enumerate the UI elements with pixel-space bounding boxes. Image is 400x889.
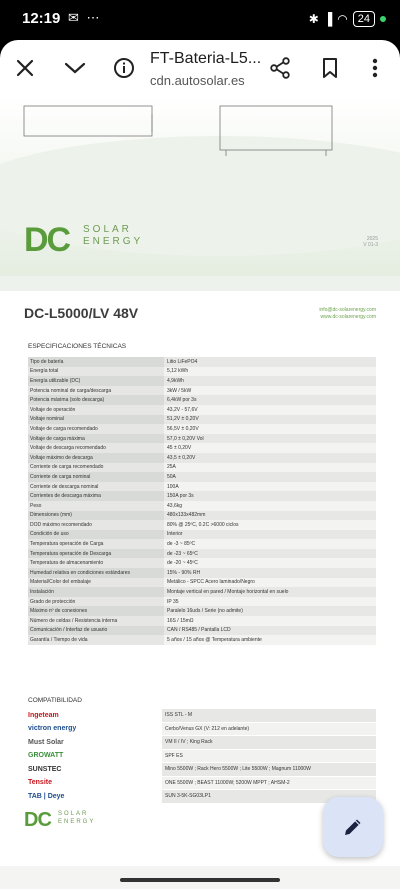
page-url: cdn.autosolar.es	[150, 73, 245, 88]
footer-logo: DC	[24, 809, 51, 831]
status-time: 12:19	[22, 10, 61, 27]
page-info-button[interactable]	[109, 53, 139, 83]
battery-indicator: 24	[353, 11, 375, 27]
page-title: FT-Bateria-L5...	[150, 50, 262, 67]
spec-row	[28, 558, 376, 568]
compat-brand: TAB | Deye	[28, 792, 65, 800]
spec-value: 43,5 ± 0,20V	[164, 453, 376, 463]
spec-value: Interior	[164, 530, 376, 540]
spec-key: Garantía / Tiempo de vida	[28, 635, 164, 645]
spec-key: Material/Color del embalaje	[28, 578, 164, 588]
spec-row	[28, 434, 376, 444]
compat-models: VM II / IV ; King Rack	[162, 736, 376, 749]
spec-value: 56,5V ± 0,20V	[164, 424, 376, 434]
share-icon	[269, 57, 291, 79]
status-right-group	[309, 11, 386, 27]
compat-brand: Must Solar	[28, 738, 64, 746]
spec-key: Temperatura operación de Descarga	[28, 549, 164, 559]
compat-brand: GROWATT	[28, 752, 64, 760]
spec-row	[28, 415, 376, 425]
spec-row	[28, 463, 376, 473]
spec-heading: ESPECIFICACIONES TÉCNICAS	[28, 343, 127, 350]
wifi-icon: ◠	[337, 12, 348, 26]
spec-row	[28, 530, 376, 540]
spec-value: 25A	[164, 463, 376, 473]
spec-value: 3kW / 5kW	[164, 386, 376, 396]
spec-value: 150A por 3s	[164, 491, 376, 501]
compat-models: Mino 5500W ; Rack Hero 5500W ; Lite 5500W ; Magnum 11000W	[162, 763, 376, 776]
contact-links	[319, 307, 376, 321]
spec-row	[28, 568, 376, 578]
spec-value: 16S / 15mΩ	[164, 616, 376, 626]
spec-key: Potencia nominal de carga/descarga	[28, 386, 164, 396]
compat-heading: COMPATIBILIDAD	[28, 697, 82, 704]
spec-row	[28, 606, 376, 616]
spec-row	[28, 549, 376, 559]
spec-key: Humedad relativa en condiciones estándares	[28, 568, 164, 578]
spec-table	[28, 357, 376, 645]
spec-value: 57,0 ± 0,20V Vol	[164, 434, 376, 444]
spec-key: Grado de protección	[28, 597, 164, 607]
compat-models: SPF ES	[162, 750, 376, 763]
spec-row	[28, 578, 376, 588]
spec-row	[28, 501, 376, 511]
footer-subtitle-line1: SOLAR	[58, 811, 89, 817]
compat-brand: Ingeteam	[28, 711, 59, 719]
spec-key: Corriente de descarga nominal	[28, 482, 164, 492]
info-icon	[113, 57, 135, 79]
spec-key: Corrientes de descarga máxima	[28, 491, 164, 501]
spec-value: 6,4kW por 3s	[164, 395, 376, 405]
spec-row	[28, 635, 376, 645]
spec-value: 80% @ 25ºC, 0.2C >6000 ciclos	[164, 520, 376, 530]
spec-row	[28, 597, 376, 607]
compat-models: SUN 3-5K-SG03LP1	[162, 790, 376, 803]
document-viewport[interactable]	[0, 96, 400, 866]
spec-row	[28, 424, 376, 434]
spec-row	[28, 453, 376, 463]
spec-key: Temperatura operación de Carga	[28, 539, 164, 549]
spec-value: de -3 ~ 85ºC	[164, 539, 376, 549]
spec-row	[28, 482, 376, 492]
spec-value: 43,6kg	[164, 501, 376, 511]
spec-key: Voltaje de carga máxima	[28, 434, 164, 444]
spec-value: 5 años / 15 años @ Temperatura ambiente	[164, 635, 376, 645]
website-link[interactable]: www.dc-solarenergy.com	[320, 314, 376, 320]
spec-row	[28, 376, 376, 386]
doc-version	[363, 236, 378, 248]
spec-row	[28, 616, 376, 626]
compat-row	[28, 777, 376, 791]
spec-value: IP 35	[164, 597, 376, 607]
share-button[interactable]	[265, 53, 295, 83]
brand-logo: DC	[24, 221, 70, 259]
spec-key: DOD máximo recomendado	[28, 520, 164, 530]
spec-key: Condición de uso	[28, 530, 164, 540]
close-icon	[15, 58, 35, 78]
doc-revision: V 01-3	[363, 242, 378, 248]
spec-key: Comunicación / Interfaz de usuario	[28, 626, 164, 636]
spec-value: CAN / RS485 / Pantalla LCD	[164, 626, 376, 636]
spec-row	[28, 587, 376, 597]
spec-value: 45 ± 0,20V	[164, 443, 376, 453]
spec-key: Voltaje de carga recomendado	[28, 424, 164, 434]
page-separator	[0, 276, 400, 291]
spec-sheet	[0, 291, 400, 866]
more-vert-icon	[372, 57, 378, 79]
brand-subtitle	[83, 224, 143, 248]
compat-row	[28, 790, 376, 804]
spec-key: Peso	[28, 501, 164, 511]
compat-models: ONE 5500W ; BEAST 11000W; 5200W MPPT ; AHSM-2	[162, 777, 376, 790]
bookmark-icon	[321, 57, 339, 79]
signal-icon: ▐	[323, 12, 333, 26]
spec-key: Corriente de carga recomendado	[28, 463, 164, 473]
spec-key: Energía total	[28, 367, 164, 377]
notification-icons: ✉ ⋯	[68, 10, 102, 25]
footer-subtitle	[58, 810, 95, 826]
spec-row	[28, 357, 376, 367]
compat-models: Cerbo/Venus GX (V: 212 en adelante)	[162, 723, 376, 736]
bookmark-button[interactable]	[315, 53, 345, 83]
spec-value: 51,2V ± 0,20V	[164, 415, 376, 425]
spec-key: Dimensiones (mm)	[28, 511, 164, 521]
email-link[interactable]: info@dc-solarenergy.com	[319, 307, 376, 313]
spec-key: Corriente de carga nominal	[28, 472, 164, 482]
spec-row	[28, 520, 376, 530]
spec-row	[28, 511, 376, 521]
spec-value: de -23 ~ 65ºC	[164, 549, 376, 559]
pencil-icon	[342, 816, 364, 838]
spec-key: Potencia máxima (solo descarga)	[28, 395, 164, 405]
spec-row	[28, 626, 376, 636]
spec-value: Metálico - SPCC Acero laminado/Negro	[164, 578, 376, 588]
spec-row	[28, 443, 376, 453]
compat-row	[28, 763, 376, 777]
browser-toolbar	[0, 40, 400, 96]
spec-value: Paralelo 16uds / Serie (no admite)	[164, 606, 376, 616]
hero-section	[0, 96, 400, 276]
status-bar	[0, 0, 400, 40]
spec-key: Energía utilizable (DC)	[28, 376, 164, 386]
spec-key: Temperatura de almacenamiento	[28, 558, 164, 568]
spec-row	[28, 395, 376, 405]
compat-brand: SUNSTEC	[28, 765, 62, 773]
spec-value: 43,2V - 57,6V	[164, 405, 376, 415]
compat-row	[28, 723, 376, 737]
spec-value: 50A	[164, 472, 376, 482]
compat-brand: victron energy	[28, 725, 77, 733]
chevron-down-icon	[64, 61, 86, 75]
spec-key: Máximo nº de conexiones	[28, 606, 164, 616]
footer-subtitle-line2: ENERGY	[58, 819, 96, 825]
spec-row	[28, 386, 376, 396]
spec-key: Instalación	[28, 587, 164, 597]
bluetooth-icon: ✱	[308, 12, 319, 26]
spec-key: Número de celdas / Resistencia interna	[28, 616, 164, 626]
home-handle[interactable]	[120, 878, 280, 882]
more-menu-button[interactable]	[360, 53, 390, 83]
spec-value: 4,9kWh	[164, 376, 376, 386]
spec-value: de -20 ~ 45ºC	[164, 558, 376, 568]
privacy-dot-icon	[380, 16, 386, 22]
gesture-nav-bar	[0, 866, 400, 889]
spec-value: 480x133x482mm	[164, 511, 376, 521]
spec-value: 15% - 90% RH	[164, 568, 376, 578]
spec-value: 100A	[164, 482, 376, 492]
compat-table	[28, 709, 376, 804]
spec-key: Voltaje nominal	[28, 415, 164, 425]
spec-row	[28, 539, 376, 549]
doc-year: 2025	[366, 236, 378, 242]
edit-fab-button[interactable]	[323, 797, 383, 857]
compat-row	[28, 736, 376, 750]
model-title: DC-L5000/LV 48V	[24, 305, 139, 321]
spec-key: Voltaje de operación	[28, 405, 164, 415]
spec-row	[28, 491, 376, 501]
spec-key: Voltaje máximo de descarga	[28, 453, 164, 463]
collapse-button[interactable]	[60, 53, 90, 83]
spec-value: Montaje vertical en pared / Montaje horizontal en suelo	[164, 587, 376, 597]
dimension-drawing	[22, 104, 382, 159]
brand-subtitle-line2: ENERGY	[83, 236, 144, 247]
compat-row	[28, 750, 376, 764]
brand-subtitle-line1: SOLAR	[83, 224, 132, 235]
spec-row	[28, 367, 376, 377]
spec-value: Litio LiFePO4	[164, 357, 376, 367]
spec-row	[28, 472, 376, 482]
pdf-page	[0, 96, 400, 866]
spec-key: Tipo de batería	[28, 357, 164, 367]
close-button[interactable]	[10, 53, 40, 83]
compat-models: ISS STL - M	[162, 709, 376, 722]
spec-row	[28, 405, 376, 415]
spec-value: 5,12 kWh	[164, 367, 376, 377]
compat-row	[28, 709, 376, 723]
spec-key: Voltaje de descarga recomendado	[28, 443, 164, 453]
compat-brand: Tensite	[28, 779, 52, 787]
